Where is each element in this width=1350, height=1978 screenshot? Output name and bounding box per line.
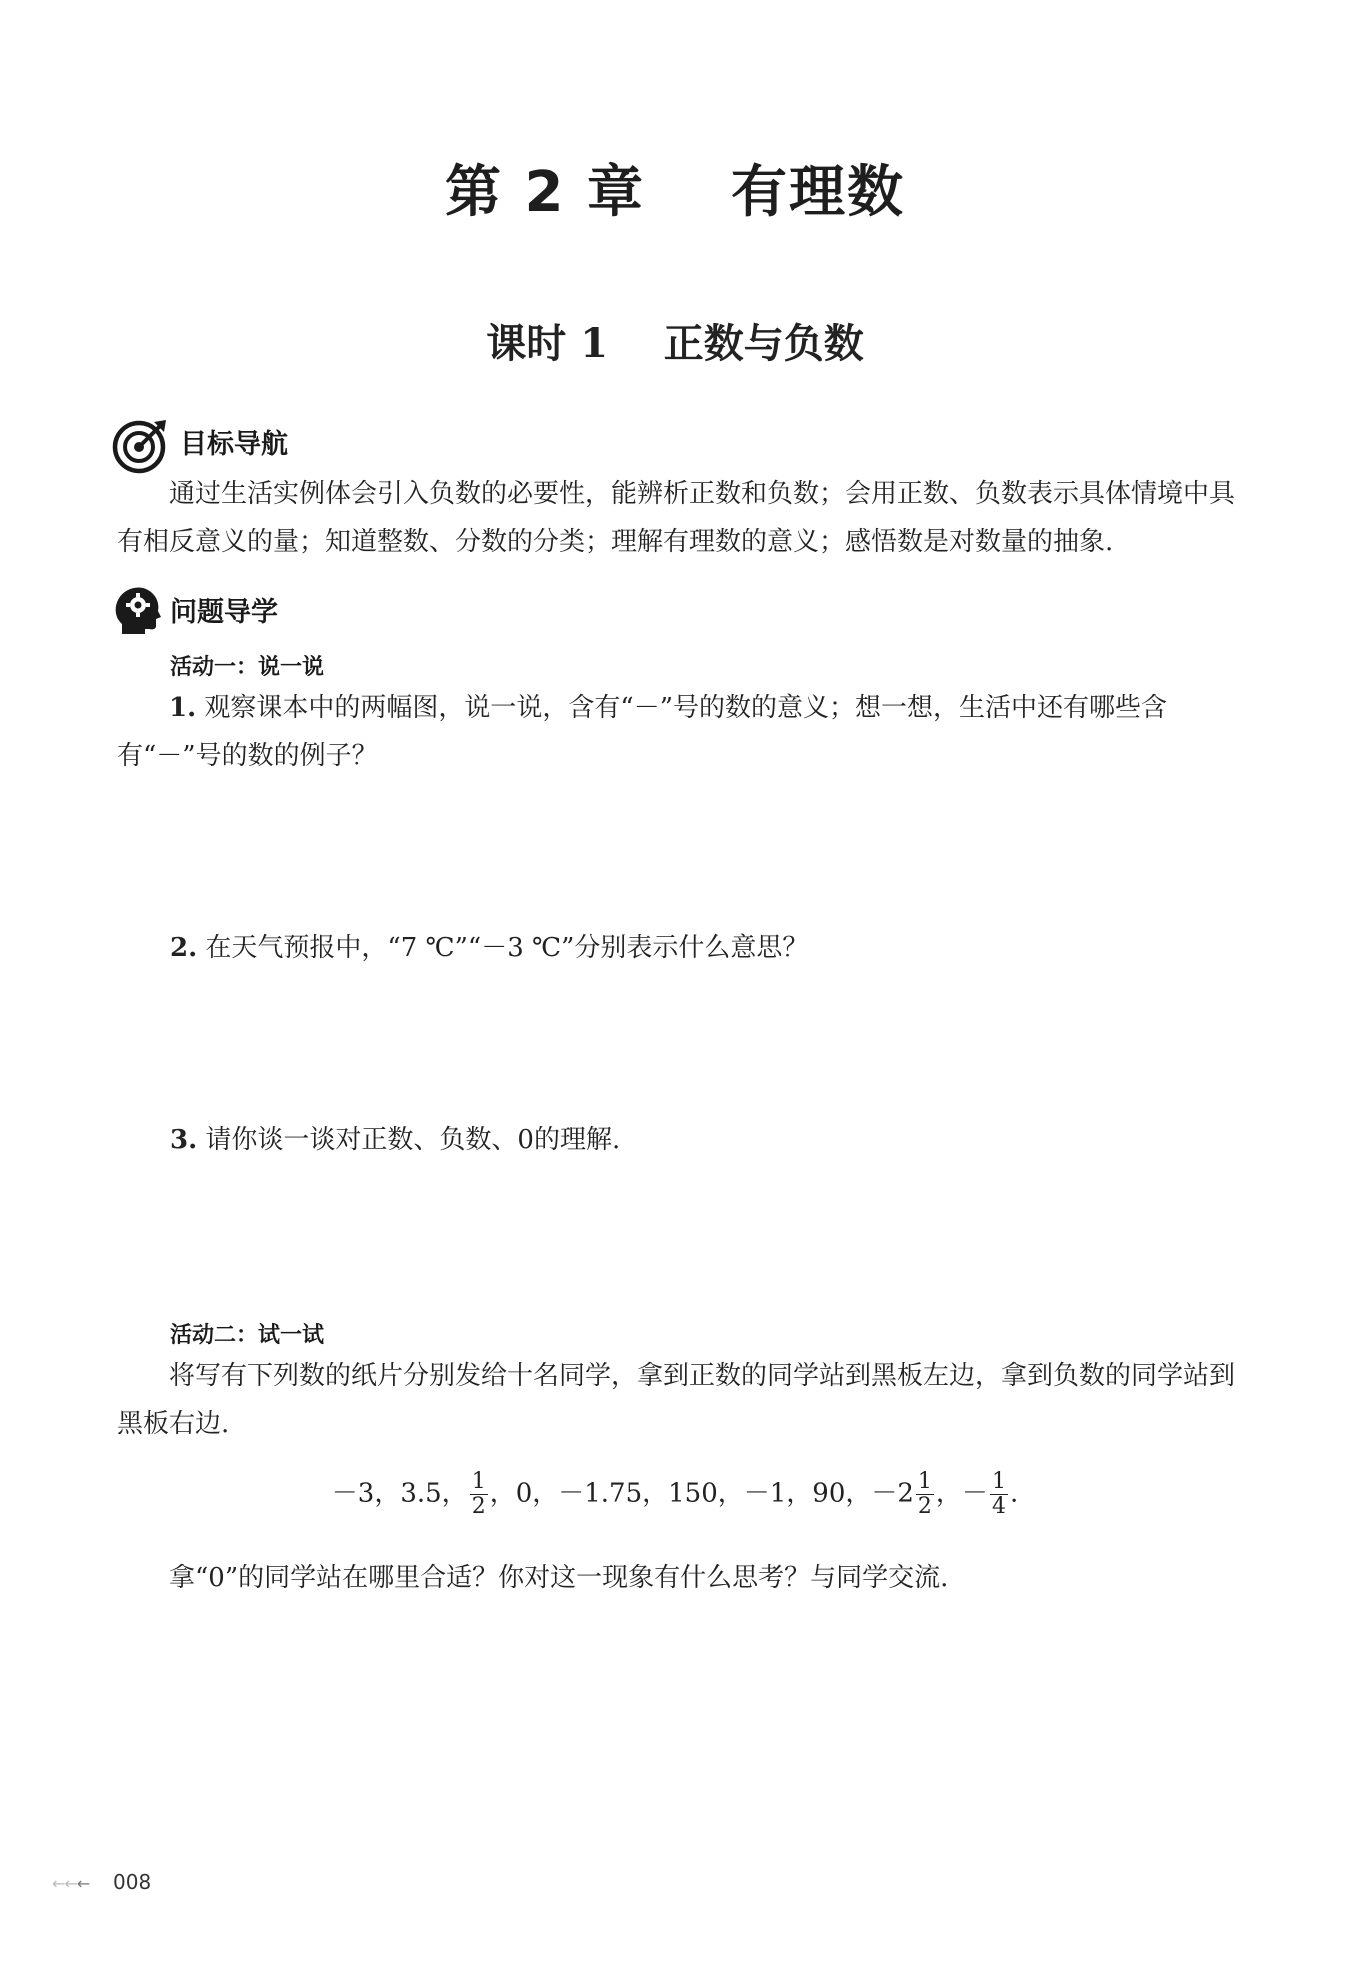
question-3 bbox=[170, 1116, 1230, 1164]
number-list-end: . bbox=[1009, 1478, 1019, 1509]
activity2-question: 拿“0”的同学站在哪里合适？你对这一现象有什么思考？与同学交流. bbox=[169, 1563, 949, 1593]
fraction-numerator: 1 bbox=[917, 1469, 932, 1494]
question-2-text: 在天气预报中，“7 ℃”“－3 ℃”分别表示什么意思？ bbox=[205, 933, 809, 963]
arrows-icon: ←←← bbox=[52, 1874, 90, 1893]
head-gear-icon bbox=[112, 584, 162, 636]
fraction-denominator: 2 bbox=[917, 1494, 932, 1519]
question-3-text: 请你谈一谈对正数、负数、0的理解. bbox=[205, 1125, 621, 1155]
problems-heading: 问题导学 bbox=[170, 597, 278, 628]
activity2-intro: 将写有下列数的纸片分别发给十名同学，拿到正数的同学站到黑板左边，拿到负数的同学站到黑板右边. bbox=[117, 1361, 1236, 1439]
fraction-numerator: 1 bbox=[471, 1469, 486, 1494]
question-3-number: 3. bbox=[170, 1125, 198, 1155]
target-icon bbox=[112, 418, 168, 474]
fraction-one-quarter bbox=[990, 1470, 1008, 1519]
fraction-one-half bbox=[470, 1470, 488, 1519]
fraction-numerator: 1 bbox=[991, 1469, 1006, 1494]
fraction-one-half bbox=[916, 1470, 934, 1519]
lesson-title: 课时 1 正数与负数 bbox=[486, 320, 864, 367]
number-list-part: －3，3.5， bbox=[331, 1478, 468, 1509]
number-list-part: ，0，－1.75，150，－1，90，－2 bbox=[489, 1478, 914, 1509]
fraction-denominator: 4 bbox=[991, 1494, 1006, 1519]
chapter-title: 第 2 章 有理数 bbox=[445, 160, 905, 225]
goals-heading: 目标导航 bbox=[180, 429, 288, 460]
question-1-number: 1. bbox=[169, 693, 197, 723]
page-number: 008 bbox=[113, 1870, 152, 1894]
question-2 bbox=[170, 924, 1230, 972]
activity2-title: 活动二：试一试 bbox=[170, 1323, 325, 1348]
number-list bbox=[0, 1470, 1350, 1519]
fraction-denominator: 2 bbox=[471, 1494, 486, 1519]
question-2-number: 2. bbox=[170, 933, 198, 963]
question-1 bbox=[117, 684, 1235, 780]
activity1-title: 活动一：说一说 bbox=[170, 655, 325, 680]
number-list-part: ，－ bbox=[935, 1478, 988, 1509]
goals-text: 通过生活实例体会引入负数的必要性，能辨析正数和负数；会用正数、负数表示具体情境中具有相反意义的量；知道整数、分数的分类；理解有理数的意义；感悟数是对数量的抽象. bbox=[117, 479, 1236, 557]
question-1-text: 观察课本中的两幅图，说一说，含有“－”号的数的意义；想一想，生活中还有哪些含有“－”号的数的例子？ bbox=[117, 693, 1168, 771]
